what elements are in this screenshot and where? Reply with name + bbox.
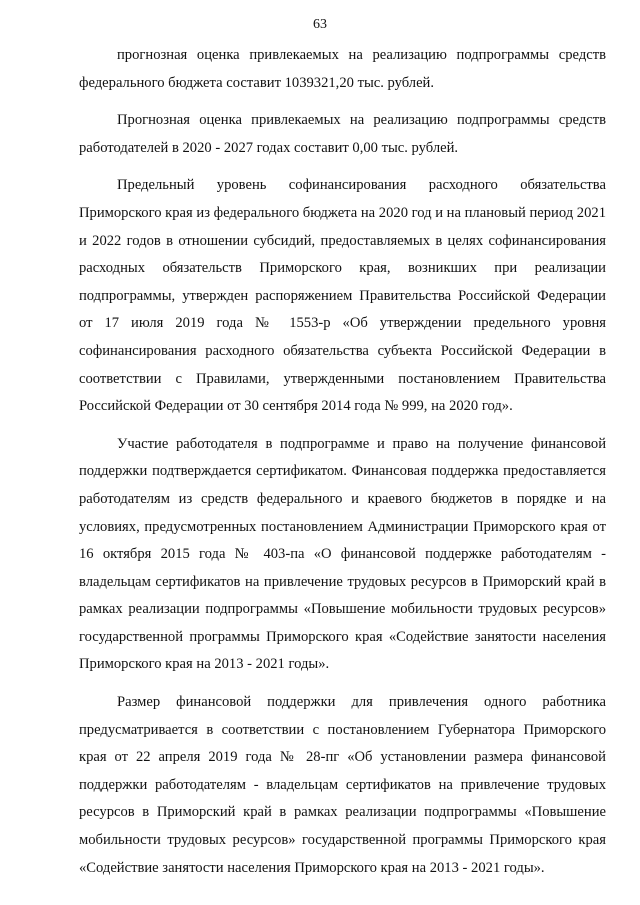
document-body	[79, 42, 606, 892]
paragraph-cofinancing-level: Предельный уровень софинансирования расходного обязательства Приморского края из федерального бюджета на 2020 год и на плановый период 2021 и 2022 годов в отношении субсидий, предоставляемых в целях софинансирования расходных обязательств Приморского края, возникших при реализации подпрограммы, утвержден распоряжением Правительства Российской Федерации от 17 июля 2019 года № 1553-р «Об утверждении предельного уровня софинансирования расходного обязательства субъекта Российской Федерации в соответствии с Правилами, утвержденными постановлением Правительства Российской Федерации от 30 сентября 2014 года № 999, на 2020 год».	[79, 177, 606, 415]
paragraph-support-amount: Размер финансовой поддержки для привлечения одного работника предусматривается в соответствии с постановлением Губернатора Приморского края от 22 апреля 2019 года № 28-пг «Об установлении размера финансовой поддержки работодателям - владельцам сертификатов на привлечение трудовых ресурсов в Приморский край в рамках реализации подпрограммы «Повышение мобильности трудовых ресурсов» государственной программы Приморского края «Содействие занятости населения Приморского края на 2013 - 2021 годы».	[79, 694, 606, 876]
paragraph-federal-budget-estimate: прогнозная оценка привлекаемых на реализацию подпрограммы средств федерального бюджета составит 1039321,20 тыс. рублей.	[79, 47, 606, 91]
paragraph-employer-participation: Участие работодателя в подпрограмме и право на получение финансовой поддержки подтверждается сертификатом. Финансовая поддержка предоставляется работодателям из средств федерального и краевого бюджетов в порядке и на условиях, предусмотренных постановлением Администрации Приморского края от 16 октября 2015 года № 403-па «О финансовой поддержке работодателям - владельцам сертификатов на привлечение трудовых ресурсов в Приморский край в рамках реализации подпрограммы «Повышение мобильности трудовых ресурсов» государственной программы Приморского края «Содействие занятости населения Приморского края на 2013 - 2021 годы».	[79, 435, 606, 673]
paragraph-employers-funds-estimate: Прогнозная оценка привлекаемых на реализацию подпрограммы средств работодателей в 2020 - 2027 годах составит 0,00 тыс. рублей.	[79, 112, 606, 156]
page-number: 63	[313, 17, 327, 32]
